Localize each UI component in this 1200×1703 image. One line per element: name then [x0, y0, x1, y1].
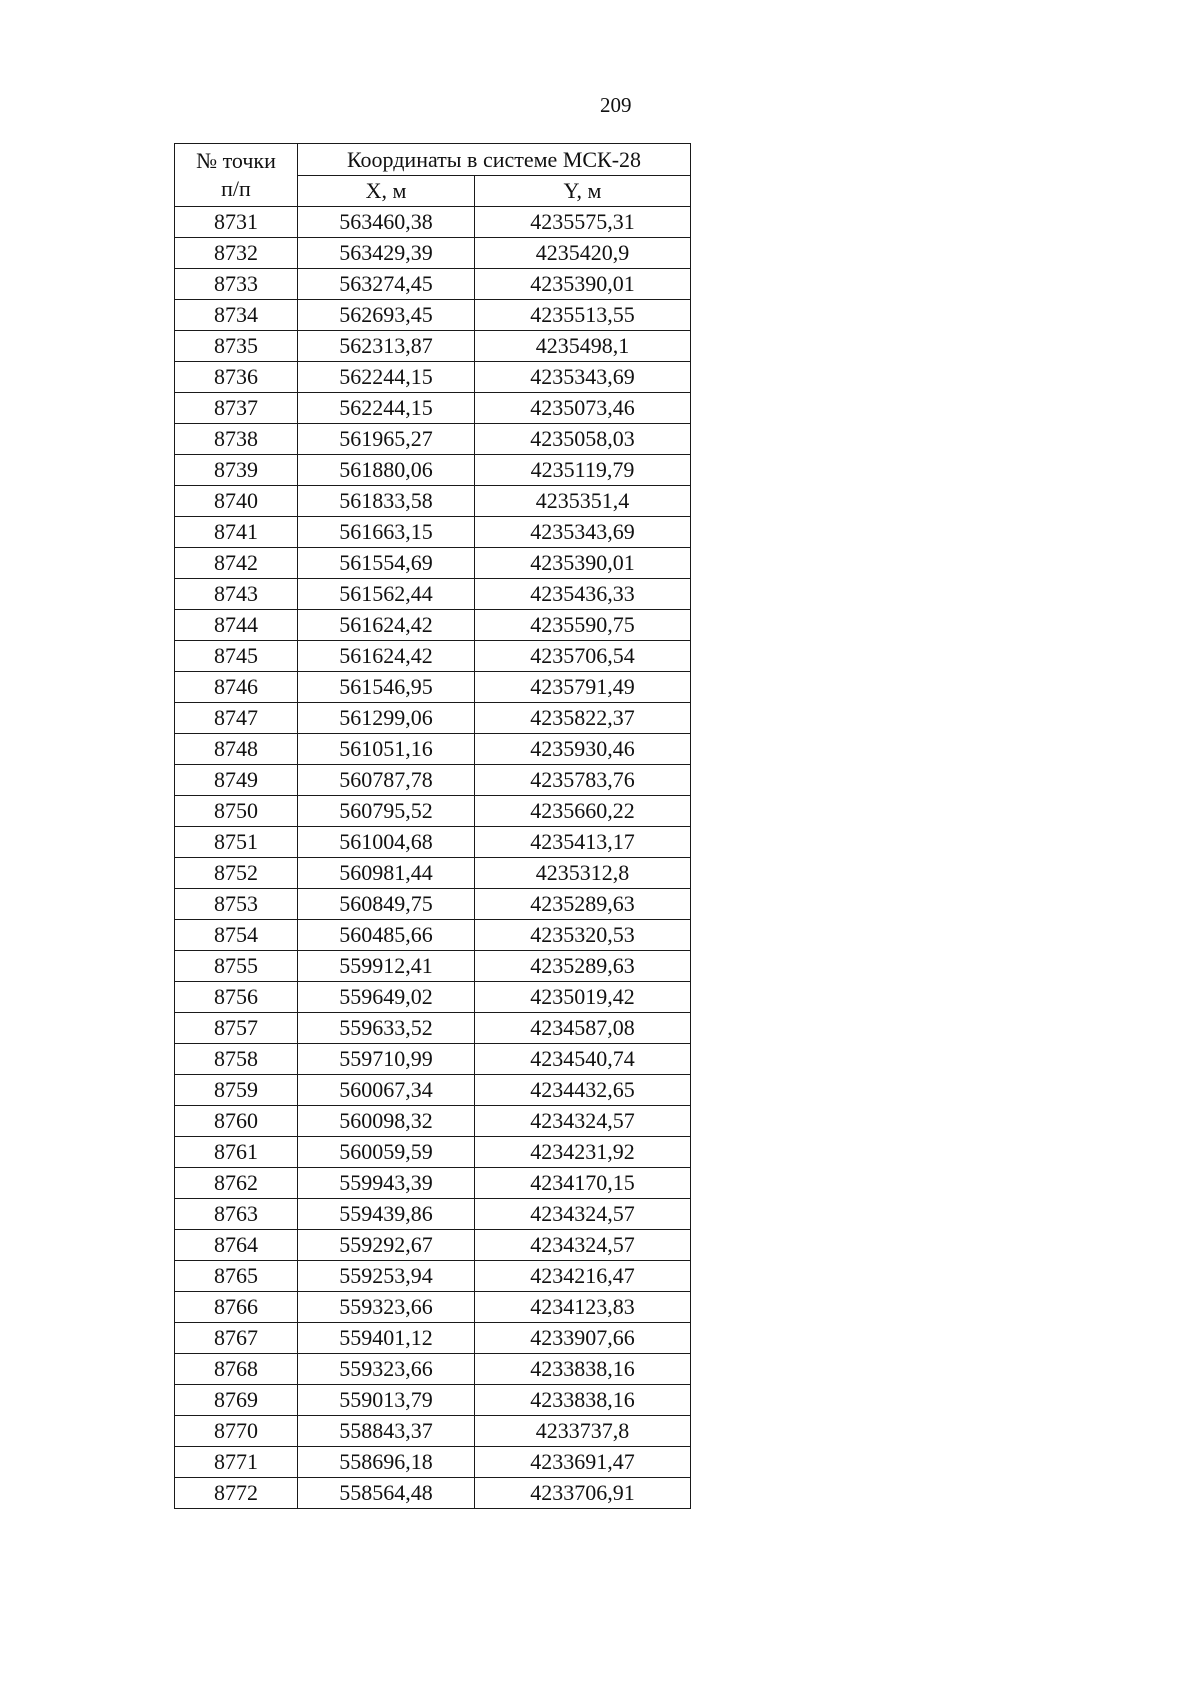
- cell-point-number: 8764: [175, 1230, 298, 1261]
- table-row: [175, 455, 691, 486]
- cell-y: 4235498,1: [475, 331, 691, 362]
- table-row: [175, 1447, 691, 1478]
- cell-y: 4235575,31: [475, 207, 691, 238]
- cell-point-number: 8732: [175, 238, 298, 269]
- cell-point-number: 8754: [175, 920, 298, 951]
- cell-point-number: 8743: [175, 579, 298, 610]
- cell-point-number: 8766: [175, 1292, 298, 1323]
- cell-x: 563274,45: [298, 269, 475, 300]
- cell-point-number: 8739: [175, 455, 298, 486]
- cell-y: 4234324,57: [475, 1230, 691, 1261]
- header-point-line1: № точки: [196, 148, 276, 173]
- cell-point-number: 8756: [175, 982, 298, 1013]
- cell-y: 4235343,69: [475, 362, 691, 393]
- table-row: [175, 796, 691, 827]
- cell-y: 4235119,79: [475, 455, 691, 486]
- cell-y: 4235289,63: [475, 951, 691, 982]
- cell-x: 562244,15: [298, 362, 475, 393]
- cell-y: 4234324,57: [475, 1199, 691, 1230]
- cell-point-number: 8733: [175, 269, 298, 300]
- cell-x: 560098,32: [298, 1106, 475, 1137]
- page-number: 209: [600, 93, 632, 117]
- cell-x: 560067,34: [298, 1075, 475, 1106]
- cell-x: 561663,15: [298, 517, 475, 548]
- cell-point-number: 8752: [175, 858, 298, 889]
- cell-y: 4235351,4: [475, 486, 691, 517]
- cell-x: 559943,39: [298, 1168, 475, 1199]
- table-row: [175, 672, 691, 703]
- cell-y: 4235289,63: [475, 889, 691, 920]
- table-row: [175, 1323, 691, 1354]
- cell-x: 561299,06: [298, 703, 475, 734]
- cell-x: 558696,18: [298, 1447, 475, 1478]
- table-header-row: [175, 144, 691, 176]
- cell-x: 560485,66: [298, 920, 475, 951]
- table-row: [175, 920, 691, 951]
- cell-x: 562693,45: [298, 300, 475, 331]
- cell-x: 558564,48: [298, 1478, 475, 1509]
- cell-y: 4235791,49: [475, 672, 691, 703]
- cell-x: 559323,66: [298, 1292, 475, 1323]
- table-row: [175, 1478, 691, 1509]
- cell-point-number: 8734: [175, 300, 298, 331]
- header-coordinate-system: Координаты в системе МСК-28: [298, 144, 691, 176]
- cell-x: 559253,94: [298, 1261, 475, 1292]
- cell-point-number: 8738: [175, 424, 298, 455]
- cell-point-number: 8751: [175, 827, 298, 858]
- cell-point-number: 8749: [175, 765, 298, 796]
- table-row: [175, 1168, 691, 1199]
- cell-point-number: 8746: [175, 672, 298, 703]
- cell-x: 563460,38: [298, 207, 475, 238]
- table-row: [175, 951, 691, 982]
- cell-x: 561965,27: [298, 424, 475, 455]
- cell-point-number: 8759: [175, 1075, 298, 1106]
- table-row: [175, 1106, 691, 1137]
- table-row: [175, 610, 691, 641]
- header-y: Y, м: [475, 176, 691, 207]
- header-point-line2: п/п: [221, 176, 251, 201]
- cell-y: 4235930,46: [475, 734, 691, 765]
- cell-point-number: 8742: [175, 548, 298, 579]
- cell-x: 560059,59: [298, 1137, 475, 1168]
- cell-point-number: 8747: [175, 703, 298, 734]
- cell-y: 4235390,01: [475, 269, 691, 300]
- cell-y: 4233838,16: [475, 1385, 691, 1416]
- cell-point-number: 8760: [175, 1106, 298, 1137]
- cell-x: 559292,67: [298, 1230, 475, 1261]
- cell-y: 4235420,9: [475, 238, 691, 269]
- table-row: [175, 734, 691, 765]
- table-row: [175, 765, 691, 796]
- cell-y: 4233691,47: [475, 1447, 691, 1478]
- cell-x: 561880,06: [298, 455, 475, 486]
- cell-x: 561004,68: [298, 827, 475, 858]
- table-row: [175, 703, 691, 734]
- cell-point-number: 8767: [175, 1323, 298, 1354]
- cell-y: 4235019,42: [475, 982, 691, 1013]
- cell-y: 4234587,08: [475, 1013, 691, 1044]
- cell-point-number: 8750: [175, 796, 298, 827]
- cell-x: 559439,86: [298, 1199, 475, 1230]
- coordinates-table: [174, 143, 691, 1509]
- cell-y: 4233737,8: [475, 1416, 691, 1447]
- table-row: [175, 1354, 691, 1385]
- cell-point-number: 8744: [175, 610, 298, 641]
- header-x: X, м: [298, 176, 475, 207]
- cell-point-number: 8755: [175, 951, 298, 982]
- cell-point-number: 8735: [175, 331, 298, 362]
- table-row: [175, 207, 691, 238]
- cell-x: 560981,44: [298, 858, 475, 889]
- cell-y: 4234540,74: [475, 1044, 691, 1075]
- table-row: [175, 362, 691, 393]
- cell-x: 561051,16: [298, 734, 475, 765]
- cell-y: 4235660,22: [475, 796, 691, 827]
- cell-y: 4235513,55: [475, 300, 691, 331]
- cell-x: 561562,44: [298, 579, 475, 610]
- table-row: [175, 393, 691, 424]
- table-row: [175, 1385, 691, 1416]
- cell-y: 4234216,47: [475, 1261, 691, 1292]
- cell-point-number: 8731: [175, 207, 298, 238]
- table-row: [175, 331, 691, 362]
- cell-y: 4235058,03: [475, 424, 691, 455]
- cell-point-number: 8768: [175, 1354, 298, 1385]
- cell-x: 559710,99: [298, 1044, 475, 1075]
- cell-y: 4235390,01: [475, 548, 691, 579]
- cell-x: 561833,58: [298, 486, 475, 517]
- cell-point-number: 8770: [175, 1416, 298, 1447]
- cell-y: 4235413,17: [475, 827, 691, 858]
- cell-y: 4235590,75: [475, 610, 691, 641]
- cell-point-number: 8761: [175, 1137, 298, 1168]
- cell-point-number: 8765: [175, 1261, 298, 1292]
- cell-y: 4234432,65: [475, 1075, 691, 1106]
- cell-y: 4235343,69: [475, 517, 691, 548]
- cell-x: 561554,69: [298, 548, 475, 579]
- table-row: [175, 982, 691, 1013]
- cell-y: 4233706,91: [475, 1478, 691, 1509]
- cell-x: 560787,78: [298, 765, 475, 796]
- cell-y: 4235073,46: [475, 393, 691, 424]
- cell-x: 559401,12: [298, 1323, 475, 1354]
- cell-x: 563429,39: [298, 238, 475, 269]
- cell-point-number: 8763: [175, 1199, 298, 1230]
- cell-y: 4235320,53: [475, 920, 691, 951]
- table-row: [175, 1230, 691, 1261]
- cell-point-number: 8771: [175, 1447, 298, 1478]
- cell-y: 4233838,16: [475, 1354, 691, 1385]
- table-row: [175, 1075, 691, 1106]
- cell-point-number: 8745: [175, 641, 298, 672]
- cell-x: 562244,15: [298, 393, 475, 424]
- coordinates-table-body: [175, 144, 691, 1509]
- cell-point-number: 8741: [175, 517, 298, 548]
- cell-point-number: 8758: [175, 1044, 298, 1075]
- table-row: [175, 486, 691, 517]
- table-row: [175, 517, 691, 548]
- cell-y: 4235706,54: [475, 641, 691, 672]
- table-row: [175, 238, 691, 269]
- cell-x: 561546,95: [298, 672, 475, 703]
- table-row: [175, 1044, 691, 1075]
- cell-x: 561624,42: [298, 610, 475, 641]
- cell-y: 4234170,15: [475, 1168, 691, 1199]
- table-row: [175, 1013, 691, 1044]
- header-point-number: [175, 144, 298, 207]
- cell-x: 559633,52: [298, 1013, 475, 1044]
- cell-point-number: 8740: [175, 486, 298, 517]
- table-row: [175, 269, 691, 300]
- cell-x: 561624,42: [298, 641, 475, 672]
- table-row: [175, 424, 691, 455]
- cell-point-number: 8753: [175, 889, 298, 920]
- cell-point-number: 8748: [175, 734, 298, 765]
- table-row: [175, 579, 691, 610]
- cell-point-number: 8769: [175, 1385, 298, 1416]
- cell-y: 4235436,33: [475, 579, 691, 610]
- table-row: [175, 827, 691, 858]
- cell-x: 559323,66: [298, 1354, 475, 1385]
- cell-point-number: 8757: [175, 1013, 298, 1044]
- cell-x: 559649,02: [298, 982, 475, 1013]
- cell-x: 560795,52: [298, 796, 475, 827]
- cell-y: 4235783,76: [475, 765, 691, 796]
- cell-y: 4235312,8: [475, 858, 691, 889]
- cell-y: 4234324,57: [475, 1106, 691, 1137]
- cell-point-number: 8772: [175, 1478, 298, 1509]
- cell-y: 4234231,92: [475, 1137, 691, 1168]
- table-row: [175, 1261, 691, 1292]
- cell-x: 562313,87: [298, 331, 475, 362]
- cell-x: 559013,79: [298, 1385, 475, 1416]
- cell-y: 4233907,66: [475, 1323, 691, 1354]
- table-row: [175, 1416, 691, 1447]
- cell-x: 560849,75: [298, 889, 475, 920]
- table-row: [175, 1137, 691, 1168]
- cell-y: 4234123,83: [475, 1292, 691, 1323]
- cell-x: 559912,41: [298, 951, 475, 982]
- table-row: [175, 300, 691, 331]
- cell-x: 558843,37: [298, 1416, 475, 1447]
- table-row: [175, 1199, 691, 1230]
- cell-point-number: 8762: [175, 1168, 298, 1199]
- table-row: [175, 641, 691, 672]
- cell-point-number: 8737: [175, 393, 298, 424]
- cell-y: 4235822,37: [475, 703, 691, 734]
- table-row: [175, 889, 691, 920]
- table-row: [175, 548, 691, 579]
- cell-point-number: 8736: [175, 362, 298, 393]
- table-row: [175, 1292, 691, 1323]
- table-row: [175, 858, 691, 889]
